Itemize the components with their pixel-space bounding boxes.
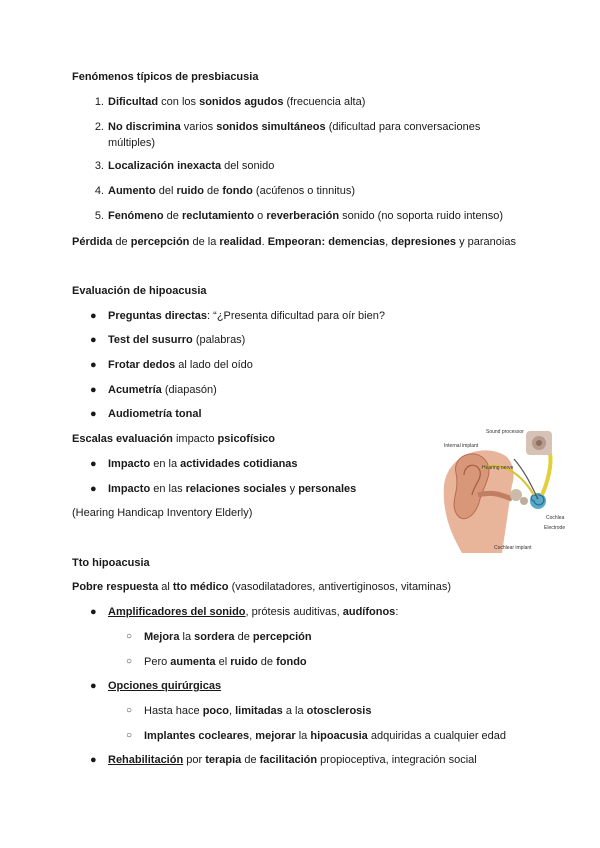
text-run: , xyxy=(249,730,256,742)
text-run: demencias xyxy=(328,236,386,248)
item-text xyxy=(108,210,503,222)
text-run: , xyxy=(228,705,236,717)
label-hearing-nerve: Hearing nerve xyxy=(482,465,514,471)
text-run: de xyxy=(203,185,223,197)
text-run: Impacto xyxy=(108,483,151,495)
text-run: Amplificadores del sonido xyxy=(108,606,246,618)
text-run: del sonido xyxy=(221,160,275,172)
sub-bullet-item xyxy=(126,655,307,669)
bullet-icon: ● xyxy=(90,458,97,470)
presbiacusia-footer xyxy=(72,235,516,249)
text-run: sonido (no soporta ruido intenso) xyxy=(339,210,504,222)
text-run: realidad xyxy=(219,236,262,248)
text-run: (palabras) xyxy=(192,334,246,346)
text-run: Acumetría xyxy=(108,384,162,396)
text-run: de xyxy=(163,210,182,222)
hollow-bullet-icon: ○ xyxy=(126,730,133,741)
text-run: percepción xyxy=(130,236,190,248)
text-run: de xyxy=(241,754,260,766)
bullet-icon: ● xyxy=(90,310,97,322)
text-run: Rehabilitación xyxy=(108,754,184,766)
cochlear-implant-figure xyxy=(442,425,572,553)
bullet-icon: ● xyxy=(90,606,97,618)
text-run: Implantes cocleares xyxy=(144,730,250,742)
bullet-item xyxy=(90,753,477,767)
text-run: ruido xyxy=(230,656,258,668)
text-run: aumenta xyxy=(170,656,216,668)
numbered-item xyxy=(94,120,481,134)
tto-intro xyxy=(72,580,451,594)
item-number: 3. xyxy=(94,160,104,172)
text-run: tto médico xyxy=(172,581,229,593)
sub-bullet-item xyxy=(126,729,507,743)
hollow-bullet-icon: ○ xyxy=(126,631,133,642)
text-run: hipoacusia xyxy=(310,730,368,742)
bullet-icon: ● xyxy=(90,483,97,495)
section-title-presbiacusia: Fenómenos típicos de presbiacusia xyxy=(72,71,259,83)
text-run: personales xyxy=(298,483,357,495)
bullet-text xyxy=(108,483,356,495)
text-run: y paranoias xyxy=(456,236,516,248)
numbered-item xyxy=(94,95,366,109)
text-run: (vasodilatadores, antivertiginosos, vitaminas) xyxy=(228,581,452,593)
text-run: y xyxy=(286,483,299,495)
text-run: Aumento xyxy=(108,185,156,197)
bullet-text xyxy=(108,458,298,470)
text-run: percepción xyxy=(252,631,312,643)
text-run: , xyxy=(385,236,392,248)
text-run: fondo xyxy=(222,185,253,197)
text-run: : xyxy=(395,606,399,618)
bullet-item xyxy=(90,482,357,496)
text-run: sonidos agudos xyxy=(199,96,284,108)
bullet-icon: ● xyxy=(90,754,97,766)
text-run: (diapasón) xyxy=(161,384,217,396)
text-run: relaciones sociales xyxy=(185,483,287,495)
bullet-item xyxy=(90,679,222,693)
text-run: Frotar dedos xyxy=(108,359,176,371)
text-run: de xyxy=(112,236,131,248)
text-run: poco xyxy=(202,705,229,717)
text-run: del xyxy=(155,185,177,197)
section-title-evaluacion: Evaluación de hipoacusia xyxy=(72,285,207,297)
text-run: No discrimina xyxy=(108,121,181,133)
text-run: de xyxy=(257,656,277,668)
bullet-item xyxy=(90,407,202,421)
item-number: 1. xyxy=(94,96,104,108)
text-run: Preguntas directas xyxy=(108,310,208,322)
item-text xyxy=(108,185,355,197)
escalas-title xyxy=(72,432,275,446)
text-run: sonidos simultáneos xyxy=(216,121,326,133)
text-run: (frecuencia alta) xyxy=(283,96,366,108)
text-run: por xyxy=(183,754,206,766)
sub-bullet-item xyxy=(126,630,312,644)
text-run: limitadas xyxy=(235,705,283,717)
bullet-item xyxy=(90,333,246,347)
text-run: la xyxy=(179,631,195,643)
bullet-item xyxy=(90,358,253,372)
text-run: Pobre respuesta xyxy=(72,581,159,593)
text-run: Pérdida xyxy=(72,236,113,248)
text-run: otosclerosis xyxy=(306,705,372,717)
item-continuation: múltiples) xyxy=(108,137,156,149)
text-run: Fenómeno xyxy=(108,210,164,222)
item-number: 4. xyxy=(94,185,104,197)
bullet-icon: ● xyxy=(90,359,97,371)
hollow-bullet-icon: ○ xyxy=(126,656,133,667)
text-run: varios xyxy=(180,121,217,133)
text-run: en la xyxy=(150,458,181,470)
text-run: ruido xyxy=(176,185,204,197)
text-run: : “¿Presenta dificultad para oír bien? xyxy=(207,310,385,322)
text-run: Opciones quirúrgicas xyxy=(108,680,222,692)
bullet-text xyxy=(108,680,221,692)
text-run: facilitación xyxy=(259,754,318,766)
sub-bullet-text xyxy=(144,705,371,717)
sub-bullet-text xyxy=(144,656,307,668)
text-run: al lado del oído xyxy=(175,359,253,371)
hhie-note: (Hearing Handicap Inventory Elderly) xyxy=(72,507,253,519)
hollow-bullet-icon: ○ xyxy=(126,705,133,716)
text-run: la xyxy=(295,730,311,742)
text-run: (acúfenos o tinnitus) xyxy=(252,185,355,197)
bullet-icon: ● xyxy=(90,408,97,420)
text-run: Hasta hace xyxy=(144,705,203,717)
item-number: 5. xyxy=(94,210,104,222)
text-run: de la xyxy=(189,236,220,248)
text-run: Escalas evaluación xyxy=(72,433,173,445)
bullet-item xyxy=(90,383,217,397)
bullet-item xyxy=(90,605,399,619)
label-cochlear-implant: Cochlear implant xyxy=(494,545,532,551)
bullet-text xyxy=(108,408,202,420)
bullet-item xyxy=(90,309,385,323)
bullet-icon: ● xyxy=(90,680,97,692)
text-run: depresiones xyxy=(391,236,457,248)
item-text xyxy=(108,121,480,133)
label-sound-processor: Sound processor xyxy=(486,429,524,435)
text-run: mejorar xyxy=(255,730,296,742)
text-run: en las xyxy=(150,483,186,495)
text-run: (dificultad para conversaciones xyxy=(325,121,481,133)
section-title-tto: Tto hipoacusia xyxy=(72,557,150,569)
bullet-icon: ● xyxy=(90,384,97,396)
text-run: psicofísico xyxy=(217,433,276,445)
text-run: sordera xyxy=(194,631,235,643)
label-electrode: Electrode xyxy=(544,525,566,531)
item-text xyxy=(108,96,365,108)
text-run: audífonos xyxy=(342,606,396,618)
item-text xyxy=(108,160,274,172)
text-run: adquiridas a cualquier edad xyxy=(367,730,507,742)
bullet-icon: ● xyxy=(90,334,97,346)
text-run: terapia xyxy=(205,754,242,766)
text-run: al xyxy=(158,581,173,593)
text-run: o xyxy=(254,210,267,222)
bullet-text xyxy=(108,359,253,371)
text-run: reclutamiento xyxy=(181,210,255,222)
sub-bullet-text xyxy=(144,631,312,643)
numbered-item xyxy=(94,209,504,223)
text-run: a la xyxy=(282,705,307,717)
text-run: reverberación xyxy=(266,210,340,222)
text-run: Pero xyxy=(144,656,171,668)
text-run: , prótesis auditivas, xyxy=(245,606,343,618)
text-run: . xyxy=(261,236,268,248)
numbered-item xyxy=(94,159,275,173)
label-cochlea: Cochlea xyxy=(546,515,565,521)
bullet-text xyxy=(108,310,385,322)
text-run: Localización inexacta xyxy=(108,160,222,172)
text-run: Empeoran: xyxy=(267,236,326,248)
text-run: Test del susurro xyxy=(108,334,193,346)
text-run: impacto xyxy=(172,433,218,445)
bullet-text xyxy=(108,754,477,766)
text-run: actividades cotidianas xyxy=(180,458,298,470)
text-run: el xyxy=(215,656,231,668)
text-run: Mejora xyxy=(144,631,180,643)
text-run: Audiometría tonal xyxy=(108,408,202,420)
label-internal-implant: Internal implant xyxy=(444,443,479,449)
bullet-text xyxy=(108,606,398,618)
text-run: Impacto xyxy=(108,458,151,470)
numbered-item xyxy=(94,184,355,198)
bullet-text xyxy=(108,334,245,346)
bullet-item xyxy=(90,457,298,471)
bullet-text xyxy=(108,384,217,396)
text-run: con los xyxy=(158,96,200,108)
text-run: propioceptiva, integración social xyxy=(317,754,477,766)
sub-bullet-item xyxy=(126,704,372,718)
sub-bullet-text xyxy=(144,730,506,742)
text-run: de xyxy=(234,631,253,643)
text-run: fondo xyxy=(276,656,307,668)
item-number: 2. xyxy=(94,121,104,133)
text-run: Dificultad xyxy=(108,96,159,108)
